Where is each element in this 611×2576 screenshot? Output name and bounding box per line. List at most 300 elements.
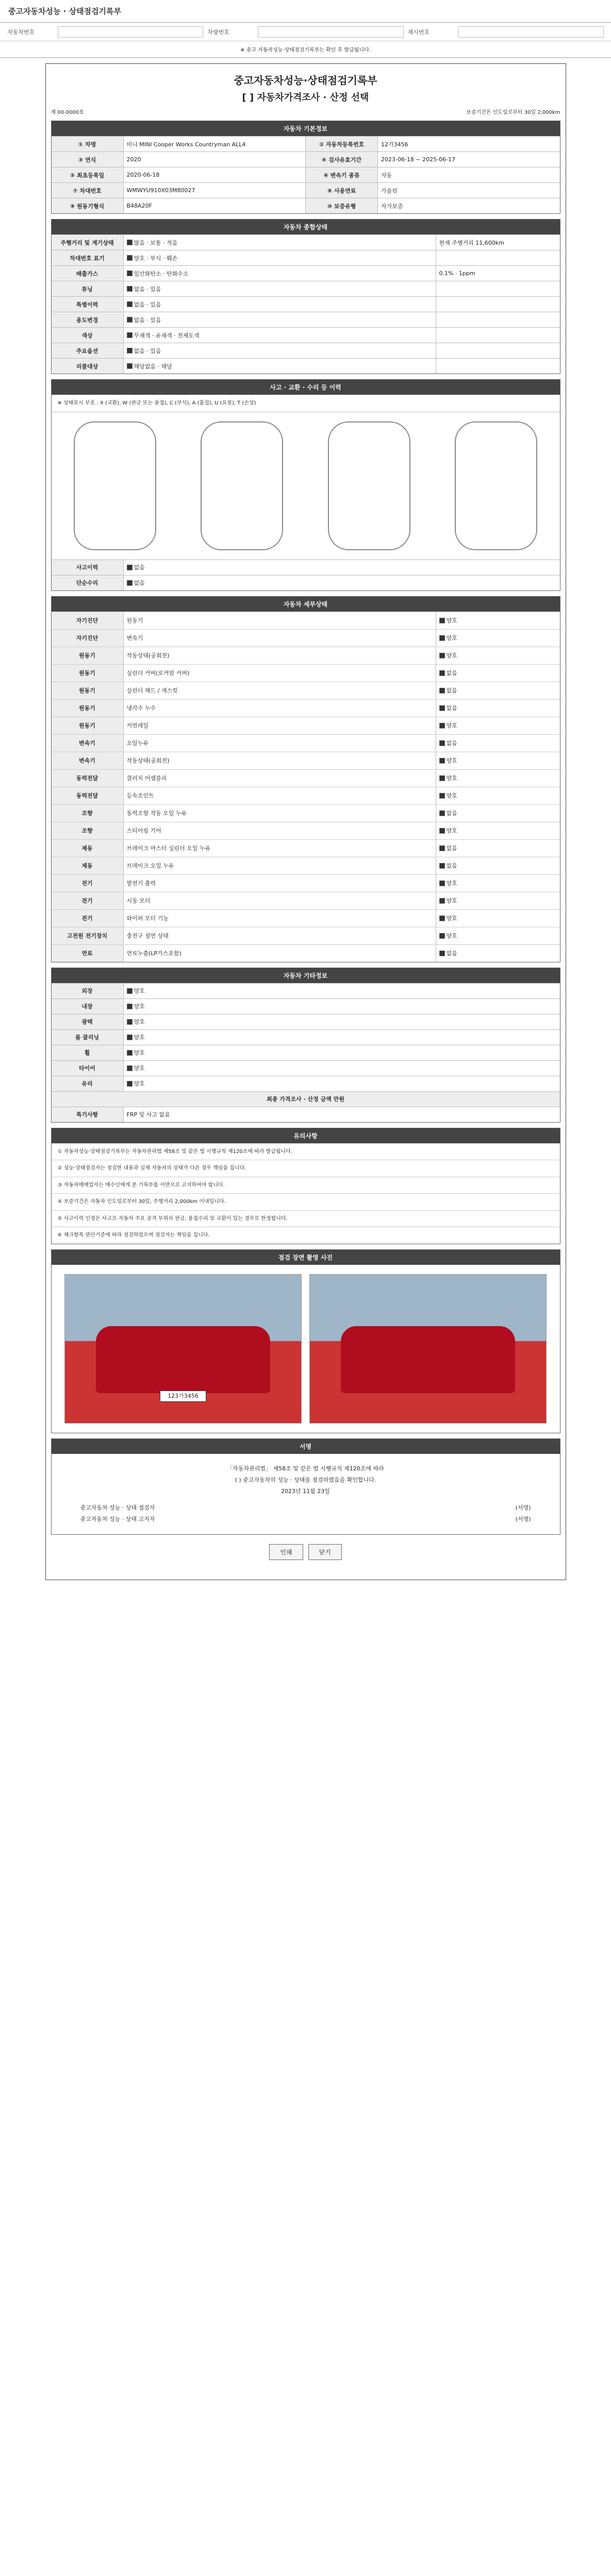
inspection-document (45, 63, 566, 1580)
price-row (52, 1060, 560, 1076)
detail-status-text: 없음 (446, 810, 457, 817)
search-label-3: 제시번호 (407, 28, 430, 36)
price-row (52, 1029, 560, 1045)
basic-value: 2020 (124, 152, 306, 167)
detail-status (436, 752, 560, 769)
summary-remark (436, 297, 560, 312)
photos-heading: 점검 장면 촬영 사진 (52, 1250, 560, 1265)
summary-remark: 0.1% · 1ppm (439, 270, 475, 277)
basic-value: 미니 MINI Cooper Works Countryman ALL4 (124, 137, 306, 151)
detail-group: 동력전달 (52, 787, 124, 804)
price-key: 타이어 (52, 1061, 124, 1076)
search-label-2: 차량번호 (207, 28, 229, 36)
checkbox-icon[interactable] (439, 740, 445, 746)
checkbox-icon[interactable] (439, 653, 445, 658)
checkbox-icon[interactable] (127, 363, 133, 369)
detail-status (436, 717, 560, 734)
detail-status (436, 892, 560, 909)
detail-row (52, 612, 560, 629)
basic-key-2: ④ 검사유효기간 (306, 152, 378, 167)
price-value (124, 1061, 560, 1076)
detail-status (436, 910, 560, 927)
basic-key-2: ⑥ 변속기 종류 (306, 167, 378, 182)
detail-item: 와이퍼 모터 기능 (124, 910, 436, 927)
basic-key-2: ⑧ 사용연료 (306, 183, 378, 198)
car-diagram-top (201, 421, 283, 550)
sign-heading: 서명 (52, 1439, 560, 1454)
price-key: 룸 클리닝 (52, 1030, 124, 1045)
detail-row (52, 839, 560, 857)
detail-row (52, 874, 560, 892)
price-value (124, 1045, 560, 1060)
detail-row (52, 892, 560, 909)
checkbox-icon[interactable] (439, 951, 445, 956)
price-row (52, 998, 560, 1014)
detail-status-text: 없음 (446, 950, 457, 957)
detail-status-text: 양호 (446, 722, 457, 729)
detail-row (52, 944, 560, 962)
print-button[interactable]: 인쇄 (269, 1544, 303, 1560)
summary-remark (436, 250, 560, 265)
summary-remark (436, 281, 560, 296)
document-number: 제 00-0000호 (51, 110, 84, 115)
checkbox-icon[interactable] (127, 348, 133, 353)
summary-key: 차대번호 표기 (52, 250, 124, 265)
summary-value (124, 250, 436, 265)
note-item: ⑥ 체크항목 판단기준에 따라 점검하였으며 점검자는 책임을 집니다. (52, 1227, 560, 1244)
basic-key-2: ⑩ 보증유형 (306, 198, 378, 213)
checkbox-icon[interactable] (127, 1004, 133, 1009)
damage-heading: 사고 · 교환 · 수리 등 이력 (52, 380, 560, 395)
detail-item: 시동 모터 (124, 892, 436, 909)
summary-value-text: 없음 · 있음 (134, 316, 161, 324)
basic-value-2: 자가보증 (381, 202, 403, 210)
summary-value (124, 266, 436, 281)
basic-value: B48A20F (124, 198, 306, 213)
details-section (51, 596, 560, 962)
detail-status (436, 945, 560, 962)
checkbox-icon[interactable] (127, 1050, 133, 1056)
note-item: ④ 보증기간은 자동차 인도일로부터 30일, 주행거리 2,000km 이내입니다. (52, 1193, 560, 1210)
summary-row (52, 343, 560, 358)
basic-row (52, 167, 560, 182)
detail-group: 전기 (52, 910, 124, 927)
basic-value-2: 가솔린 (381, 187, 398, 194)
detail-status-text: 양호 (446, 880, 457, 887)
detail-status (436, 700, 560, 717)
basic-key: ① 차명 (52, 137, 124, 151)
checkbox-icon[interactable] (439, 810, 445, 816)
detail-group: 변속기 (52, 735, 124, 752)
detail-status (436, 630, 560, 647)
detail-status (436, 612, 560, 629)
checkbox-icon[interactable] (127, 1065, 133, 1071)
detail-row (52, 769, 560, 787)
summary-row (52, 327, 560, 343)
window-title: 중고자동차성능 · 상태점검기록부 (0, 0, 611, 23)
detail-status (436, 857, 560, 874)
summary-key: 용도변경 (52, 312, 124, 327)
checkbox-icon[interactable] (127, 988, 133, 994)
checkbox-icon[interactable] (439, 933, 445, 939)
basic-value: 2020-06-18 (124, 167, 306, 182)
details-heading: 자동차 세부상태 (52, 597, 560, 612)
checkbox-icon[interactable] (439, 775, 445, 781)
damage-value-text: 없음 (134, 564, 145, 571)
price-value-text: 양호 (134, 1003, 145, 1010)
search-field-3[interactable] (458, 26, 604, 38)
damage-value (124, 560, 560, 575)
summary-key: 배출가스 (52, 266, 124, 281)
summary-key: 특별이력 (52, 297, 124, 312)
summary-key: 튜닝 (52, 281, 124, 296)
damage-note: ※ 상태표시 부호 : X (교환), W (판금 또는 용접), C (부식), A (흠집), U (요철), T (손상) (52, 395, 560, 412)
detail-group: 원동기 (52, 665, 124, 682)
summary-value-text: 일산화탄소 · 탄화수소 (134, 270, 189, 277)
checkbox-icon[interactable] (439, 688, 445, 693)
checkbox-icon[interactable] (127, 240, 133, 245)
checkbox-icon[interactable] (127, 1019, 133, 1025)
basic-row (52, 198, 560, 213)
price-key: 광택 (52, 1014, 124, 1029)
car-diagrams (52, 412, 560, 560)
detail-row (52, 909, 560, 927)
checkbox-icon[interactable] (439, 635, 445, 641)
sign-date: 2023년 11월 23일 (281, 1487, 330, 1495)
checkbox-icon[interactable] (127, 580, 133, 586)
detail-status (436, 735, 560, 752)
summary-remark (436, 359, 560, 374)
checkbox-icon[interactable] (439, 880, 445, 886)
search-field-2[interactable] (258, 26, 403, 38)
detail-status-text: 양호 (446, 897, 457, 904)
detail-group: 자기진단 (52, 630, 124, 647)
damage-section (51, 379, 560, 591)
detail-group: 전기 (52, 875, 124, 892)
detail-group: 조향 (52, 805, 124, 822)
document-title: 중고자동차성능·상태점검기록부 (234, 74, 377, 87)
warranty-info: 보증기간은 인도일로부터 30일 2,000km (466, 110, 560, 115)
damage-key: 단순수리 (52, 575, 124, 590)
basic-key: ⑨ 원동기형식 (52, 198, 124, 213)
price-value-text: 양호 (134, 1034, 145, 1041)
inspector-label: 중고자동차 성능 · 상태 점검자 (80, 1504, 155, 1511)
basic-row (52, 151, 560, 167)
detail-item: 커먼레일 (124, 717, 436, 734)
detail-status (436, 805, 560, 822)
detail-item: 실린더 커버(로커암 커버) (124, 665, 436, 682)
detail-item: 작동상태(공회전) (124, 752, 436, 769)
checkbox-icon[interactable] (127, 301, 133, 307)
price-value-text: 양호 (134, 1080, 145, 1087)
detail-item: 발전기 출력 (124, 875, 436, 892)
checkbox-icon[interactable] (439, 618, 445, 623)
document-subtitle: [ ] 자동차가격조사 · 산정 선택 (242, 92, 369, 103)
damage-key: 사고이력 (52, 560, 124, 575)
detail-group: 변속기 (52, 752, 124, 769)
checkbox-icon[interactable] (127, 1035, 133, 1040)
checkbox-icon[interactable] (439, 723, 445, 728)
price-value (124, 1014, 560, 1029)
seller-signature: (서명) (515, 1515, 531, 1522)
detail-status (436, 647, 560, 664)
summary-value (124, 281, 436, 296)
summary-row (52, 265, 560, 281)
damage-value (124, 575, 560, 590)
checkbox-icon[interactable] (127, 565, 133, 570)
detail-item: 브레이크 오일 누유 (124, 857, 436, 874)
price-key: 외장 (52, 984, 124, 998)
price-key: 유리 (52, 1076, 124, 1091)
detail-row (52, 682, 560, 699)
notes-heading: 유의사항 (52, 1128, 560, 1143)
checkbox-icon[interactable] (127, 255, 133, 261)
checkbox-icon[interactable] (439, 793, 445, 799)
detail-row (52, 717, 560, 734)
checkbox-icon[interactable] (439, 758, 445, 764)
checkbox-icon[interactable] (439, 670, 445, 676)
special-note-row (52, 1107, 560, 1122)
note-item: ① 자동차성능·상태점검기록부는 자동차관리법 제58조 및 같은 법 시행규칙 제120조에 따라 발급됩니다. (52, 1143, 560, 1160)
price-row (52, 983, 560, 998)
document-info (46, 108, 566, 115)
basic-row (52, 136, 560, 151)
search-bar (0, 23, 611, 41)
price-value (124, 984, 560, 998)
detail-group: 동력전달 (52, 770, 124, 787)
final-price-row (52, 1091, 560, 1107)
plate-front: 123가3456 (160, 1391, 206, 1402)
detail-status (436, 840, 560, 857)
notes-section (51, 1128, 560, 1244)
price-value-text: 양호 (134, 1065, 145, 1072)
detail-group: 전기 (52, 892, 124, 909)
summary-value-text: 양호 · 부식 · 훼손 (134, 255, 178, 262)
detail-status-text: 양호 (446, 775, 457, 782)
checkbox-icon[interactable] (439, 898, 445, 904)
detail-row (52, 822, 560, 839)
price-heading: 자동차 기타정보 (52, 968, 560, 983)
price-value (124, 1076, 560, 1091)
basic-info-section (51, 121, 560, 214)
car-photo-front (64, 1274, 302, 1423)
basic-value-2: 12가3456 (381, 141, 408, 148)
detail-item: 냉각수 누수 (124, 700, 436, 717)
detail-status-text: 양호 (446, 915, 457, 922)
detail-status (436, 787, 560, 804)
summary-value-text: 없음 · 있음 (134, 301, 161, 308)
checkbox-icon[interactable] (439, 845, 445, 851)
detail-item: 원동기 (124, 612, 436, 629)
detail-item: 충전구 절연 상태 (124, 927, 436, 944)
detail-group: 연료 (52, 945, 124, 962)
inspector-signature: (서명) (515, 1504, 531, 1511)
summary-row (52, 234, 560, 250)
summary-row (52, 296, 560, 312)
summary-value (124, 359, 436, 374)
detail-item: 실린더 헤드 / 개스킷 (124, 682, 436, 699)
summary-section (51, 219, 560, 374)
car-diagram-bottom (328, 421, 410, 550)
summary-value-text: 많음 · 보통 · 적음 (134, 239, 178, 246)
checkbox-icon[interactable] (127, 286, 133, 292)
basic-info-heading: 자동차 기본정보 (52, 121, 560, 136)
checkbox-icon[interactable] (127, 1081, 133, 1087)
summary-remark (436, 312, 560, 327)
detail-row (52, 804, 560, 822)
summary-value (124, 328, 436, 343)
seller-label: 중고자동차 성능 · 상태 고지자 (80, 1515, 155, 1522)
detail-status (436, 770, 560, 787)
detail-status (436, 822, 560, 839)
basic-key: ③ 연식 (52, 152, 124, 167)
checkbox-icon[interactable] (127, 332, 133, 338)
detail-row (52, 787, 560, 804)
detail-status-text: 없음 (446, 670, 457, 676)
detail-row (52, 629, 560, 647)
detail-item: 클러치 어셈블리 (124, 770, 436, 787)
price-value-text: 양호 (134, 1019, 145, 1025)
summary-row (52, 281, 560, 296)
photos-section (51, 1249, 560, 1433)
close-button[interactable]: 닫기 (308, 1544, 342, 1560)
note-item: ⑤ 사고이력 인정은 사고로 자동차 주요 골격 부위의 판금, 용접수리 및 교환이 있는 경우로 한정합니다. (52, 1210, 560, 1227)
basic-key: ⑦ 차대번호 (52, 183, 124, 198)
summary-value-text: 해당없음 · 해당 (134, 363, 172, 370)
detail-group: 원동기 (52, 647, 124, 664)
checkbox-icon[interactable] (127, 317, 133, 323)
summary-key: 리콜대상 (52, 359, 124, 374)
detail-status-text: 양호 (446, 792, 457, 799)
detail-row (52, 699, 560, 717)
detail-row (52, 664, 560, 682)
price-key: 휠 (52, 1045, 124, 1060)
checkbox-icon[interactable] (439, 916, 445, 921)
price-key: 내장 (52, 999, 124, 1014)
detail-item: 연료누출(LP가스포함) (124, 945, 436, 962)
basic-value-2: 2023-06-18 ~ 2025-06-17 (381, 156, 456, 163)
price-value (124, 1030, 560, 1045)
damage-row (52, 575, 560, 590)
damage-row (52, 560, 560, 575)
detail-row (52, 734, 560, 752)
car-diagram-right (455, 421, 537, 550)
detail-status-text: 없음 (446, 687, 457, 694)
detail-group: 조향 (52, 822, 124, 839)
detail-item: 스티어링 기어 (124, 822, 436, 839)
detail-item: 등속조인트 (124, 787, 436, 804)
detail-status-text: 양호 (446, 827, 457, 834)
note-item: ② 성능·상태점검자는 점검한 내용과 실제 자동차의 상태가 다른 경우 책임을 집니다. (52, 1160, 560, 1177)
price-value-text: 양호 (134, 1049, 145, 1056)
detail-group: 원동기 (52, 700, 124, 717)
price-value-text: 양호 (134, 988, 145, 994)
summary-value (124, 312, 436, 327)
sign-text: 「자동차관리법」 제58조 및 같은 법 시행규칙 제120조에 따라 (227, 1465, 384, 1472)
special-note-label: 특기사항 (52, 1107, 124, 1122)
price-section (51, 968, 560, 1123)
basic-key-2: ② 자동차등록번호 (306, 137, 378, 151)
notice: ※ 중고 자동차성능·상태점검기록부는 확인 후 발급됩니다. (0, 41, 611, 58)
basic-value: WMWYU910X03M80027 (124, 183, 306, 198)
note-item: ③ 자동차매매업자는 매수인에게 본 기록부를 서면으로 고지하여야 합니다. (52, 1177, 560, 1194)
detail-status (436, 927, 560, 944)
search-field-1[interactable] (58, 26, 203, 38)
detail-status-text: 없음 (446, 862, 457, 869)
summary-value-text: 없음 · 있음 (134, 347, 161, 354)
basic-key: ⑤ 최초등록일 (52, 167, 124, 182)
summary-row (52, 312, 560, 327)
special-note: FRP 및 사고 없음 (126, 1111, 170, 1118)
sign-text-2: ( ) 중고자동차의 성능 · 상태를 점검하였음을 확인합니다. (235, 1476, 376, 1483)
detail-status-text: 양호 (446, 933, 457, 939)
final-price: 최종 가격조사 · 산정 금액 만원 (52, 1092, 560, 1107)
summary-value-text: 무채색 · 유채색 · 전체도색 (134, 332, 200, 339)
basic-row (52, 182, 560, 198)
detail-status (436, 875, 560, 892)
detail-status-text: 양호 (446, 635, 457, 641)
detail-row (52, 752, 560, 769)
detail-status-text: 양호 (446, 757, 457, 764)
price-row (52, 1014, 560, 1029)
search-label-1: 자동차번호 (7, 28, 35, 36)
detail-status-text: 양호 (446, 652, 457, 659)
detail-item: 브레이크 마스터 실린더 오일 누유 (124, 840, 436, 857)
detail-item: 작동상태(공회전) (124, 647, 436, 664)
detail-row (52, 927, 560, 944)
checkbox-icon[interactable] (127, 270, 133, 276)
detail-group: 자기진단 (52, 612, 124, 629)
detail-status (436, 665, 560, 682)
detail-group: 제동 (52, 857, 124, 874)
summary-remark: 현재 주행거리 11,600km (439, 239, 504, 246)
detail-group: 원동기 (52, 682, 124, 699)
detail-status-text: 없음 (446, 845, 457, 852)
price-row (52, 1076, 560, 1091)
checkbox-icon[interactable] (439, 705, 445, 711)
summary-value (124, 343, 436, 358)
summary-remark (436, 343, 560, 358)
damage-value-text: 없음 (134, 580, 145, 586)
summary-value (124, 297, 436, 312)
checkbox-icon[interactable] (439, 828, 445, 834)
detail-row (52, 647, 560, 664)
summary-key: 주행거리 및 계기상태 (52, 235, 124, 250)
summary-heading: 자동차 종합상태 (52, 219, 560, 234)
detail-status-text: 없음 (446, 740, 457, 747)
detail-status-text: 없음 (446, 705, 457, 711)
summary-key: 주요옵션 (52, 343, 124, 358)
summary-key: 색상 (52, 328, 124, 343)
detail-status (436, 682, 560, 699)
sign-section (51, 1438, 560, 1535)
price-value (124, 999, 560, 1014)
detail-group: 원동기 (52, 717, 124, 734)
summary-row (52, 358, 560, 374)
summary-value (124, 235, 436, 250)
detail-group: 제동 (52, 840, 124, 857)
checkbox-icon[interactable] (439, 863, 445, 869)
summary-remark (436, 328, 560, 343)
basic-value-2: 자동 (381, 172, 392, 179)
price-row (52, 1045, 560, 1060)
detail-item: 오일누유 (124, 735, 436, 752)
detail-row (52, 857, 560, 874)
detail-item: 동력조향 작동 오일 누유 (124, 805, 436, 822)
detail-item: 변속기 (124, 630, 436, 647)
car-photo-rear (309, 1274, 547, 1423)
car-diagram-left (74, 421, 156, 550)
